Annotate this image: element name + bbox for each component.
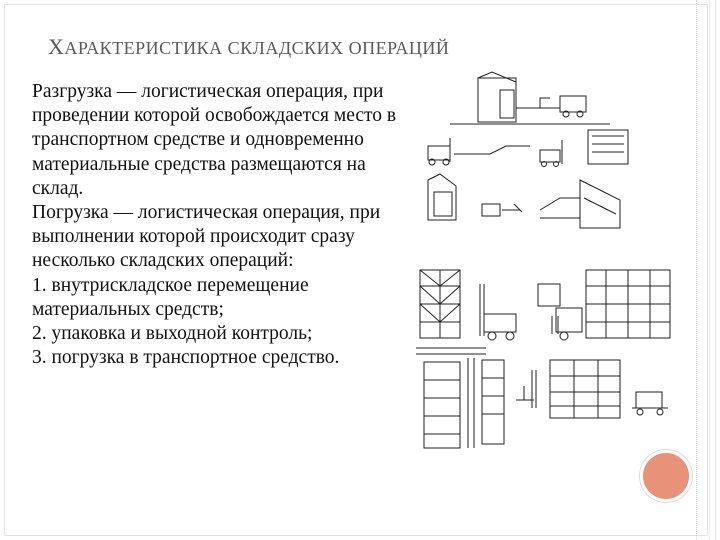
stacker-storage-scene	[416, 348, 668, 448]
accent-circle	[640, 450, 692, 502]
slide-side-border	[696, 0, 716, 540]
paragraph-unloading: Разгрузка — логистическая операция, при проведении которой освобождается место в транспортном средстве и одновременно материальные средства размещаются на склад.	[32, 81, 397, 199]
title-rest: АРАКТЕРИСТИКА СКЛАДСКИХ ОПЕРАЦИЙ	[64, 38, 450, 58]
list-item-packing-control: 2. упаковка и выходной контроль;	[32, 323, 313, 345]
list-item-internal-movement: 1. внутрискладское перемещение материальных средств;	[32, 274, 309, 320]
title-initial: Х	[48, 34, 65, 59]
unloading-scene-1	[450, 72, 610, 124]
rack-forklift-scene	[420, 270, 670, 340]
unloading-scene-3	[428, 174, 620, 228]
slide-title	[48, 34, 449, 60]
unloading-scene-2	[428, 130, 628, 167]
warehouse-illustration	[410, 70, 690, 460]
paragraph-loading: Погрузка — логистическая операция, при выполнении которой происходит сразу несколько складских операций:	[32, 202, 381, 272]
slide-side-line	[709, 0, 710, 540]
body-text	[32, 80, 404, 370]
list-item-loading-transport: 3. погрузка в транспортное средство.	[32, 347, 340, 369]
